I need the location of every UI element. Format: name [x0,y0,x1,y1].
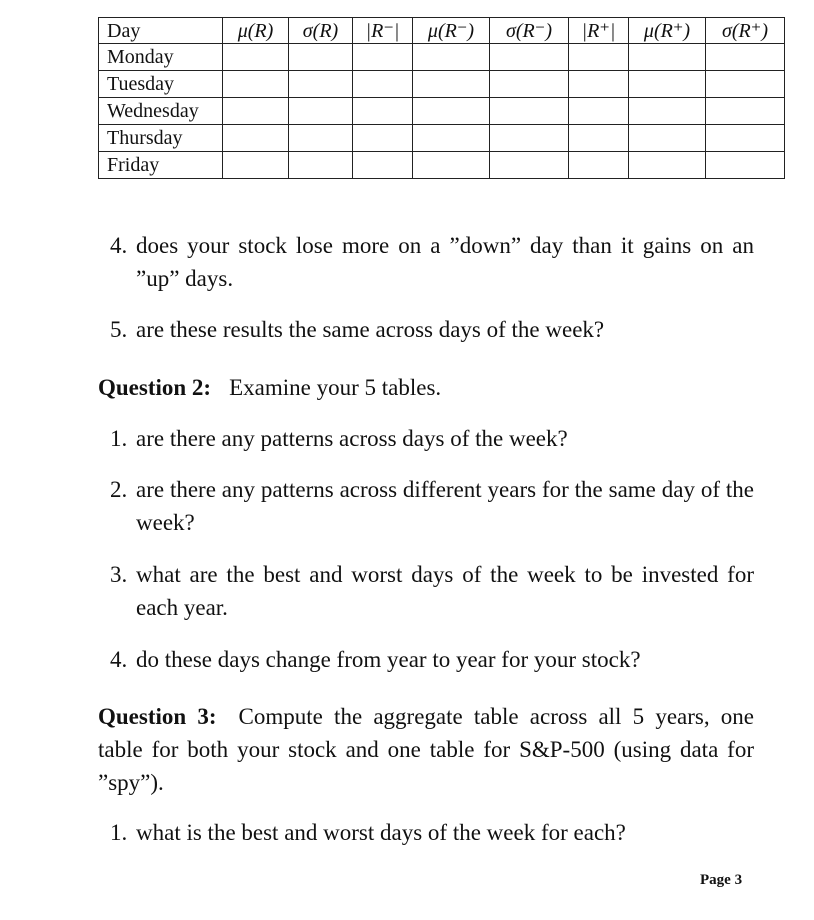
question-3-text: Compute the aggregate table across all 5 years, one table for both your stock and one table for S&P-500 (using data for ”spy”). [98,704,754,795]
table-header-std-neg: σ(R⁻) [490,18,569,44]
table-cell [629,71,706,98]
table-cell [413,98,490,125]
list-item [110,229,754,295]
table-cell [353,125,413,152]
table-header-day: Day [99,18,223,44]
table-cell [413,44,490,71]
table-cell [223,125,289,152]
table-header-count-neg: |R⁻| [353,18,413,44]
list-item-number: 4. [110,233,128,258]
table-cell [490,44,569,71]
table-cell [706,71,785,98]
table-cell [490,98,569,125]
question-2 [98,371,754,404]
list-item-text: do these days change from year to year for your stock? [136,647,641,672]
table-cell [289,125,353,152]
table-cell [706,152,785,179]
list-item-number: 3. [110,562,128,587]
table-cell [490,71,569,98]
table-cell [706,98,785,125]
table-cell [353,152,413,179]
table-cell [569,152,629,179]
table-header-row [99,18,785,44]
table-cell-day: Thursday [99,125,223,152]
table-cell [490,125,569,152]
table-cell [706,44,785,71]
table-cell [413,71,490,98]
table-header-mean-r: μ(R) [223,18,289,44]
table-cell [629,98,706,125]
table-cell [289,152,353,179]
list-item [110,643,754,676]
table-row [99,71,785,98]
table-cell [569,71,629,98]
weekday-stats-table [98,17,785,179]
list-item [110,558,754,624]
table-header-count-pos: |R⁺| [569,18,629,44]
table-cell [353,98,413,125]
list-item-number: 4. [110,647,128,672]
list-item-text: what is the best and worst days of the week for each? [136,820,626,845]
list-item [110,422,754,455]
list-item-text: are there any patterns across different years for the same day of the week? [136,477,754,535]
table-header-mean-neg: μ(R⁻) [413,18,490,44]
table-cell [629,44,706,71]
table-cell [223,71,289,98]
list-item-text: does your stock lose more on a ”down” day than it gains on an ”up” days. [136,233,754,291]
table-cell [289,98,353,125]
table-cell [490,152,569,179]
table-cell [706,125,785,152]
list-item-number: 1. [110,426,128,451]
list-item-number: 2. [110,477,128,502]
table-cell [569,98,629,125]
table-row [99,98,785,125]
table-cell [223,44,289,71]
table-cell [223,98,289,125]
list-item [110,473,754,539]
list-item-text: are these results the same across days of the week? [136,317,605,342]
table-cell [629,152,706,179]
list-item-text: are there any patterns across days of the week? [136,426,568,451]
table-cell-day: Monday [99,44,223,71]
page-number: Page 3 [700,872,743,888]
table-header-mean-pos: μ(R⁺) [629,18,706,44]
table-row [99,125,785,152]
table-cell-day: Tuesday [99,71,223,98]
question-3-label: Question 3: [98,704,217,729]
table-cell [569,44,629,71]
table-cell [353,71,413,98]
list-item [110,313,754,346]
table-row [99,44,785,71]
table-cell [629,125,706,152]
question-3 [98,700,754,799]
list-item-text: what are the best and worst days of the week to be invested for each year. [136,562,754,620]
table-cell [289,44,353,71]
table-cell [223,152,289,179]
question-2-label: Question 2: [98,375,212,400]
table-cell-day: Friday [99,152,223,179]
table-header-std-pos: σ(R⁺) [706,18,785,44]
list-item-number: 1. [110,820,128,845]
table-header-std-r: σ(R) [289,18,353,44]
list-item [110,816,754,849]
list-item-number: 5. [110,317,128,342]
table-cell [413,125,490,152]
table-cell [289,71,353,98]
question-2-text: Examine your 5 tables. [229,375,442,400]
table-cell [413,152,490,179]
table-row [99,152,785,179]
table-cell [569,125,629,152]
table-cell [353,44,413,71]
table-cell-day: Wednesday [99,98,223,125]
